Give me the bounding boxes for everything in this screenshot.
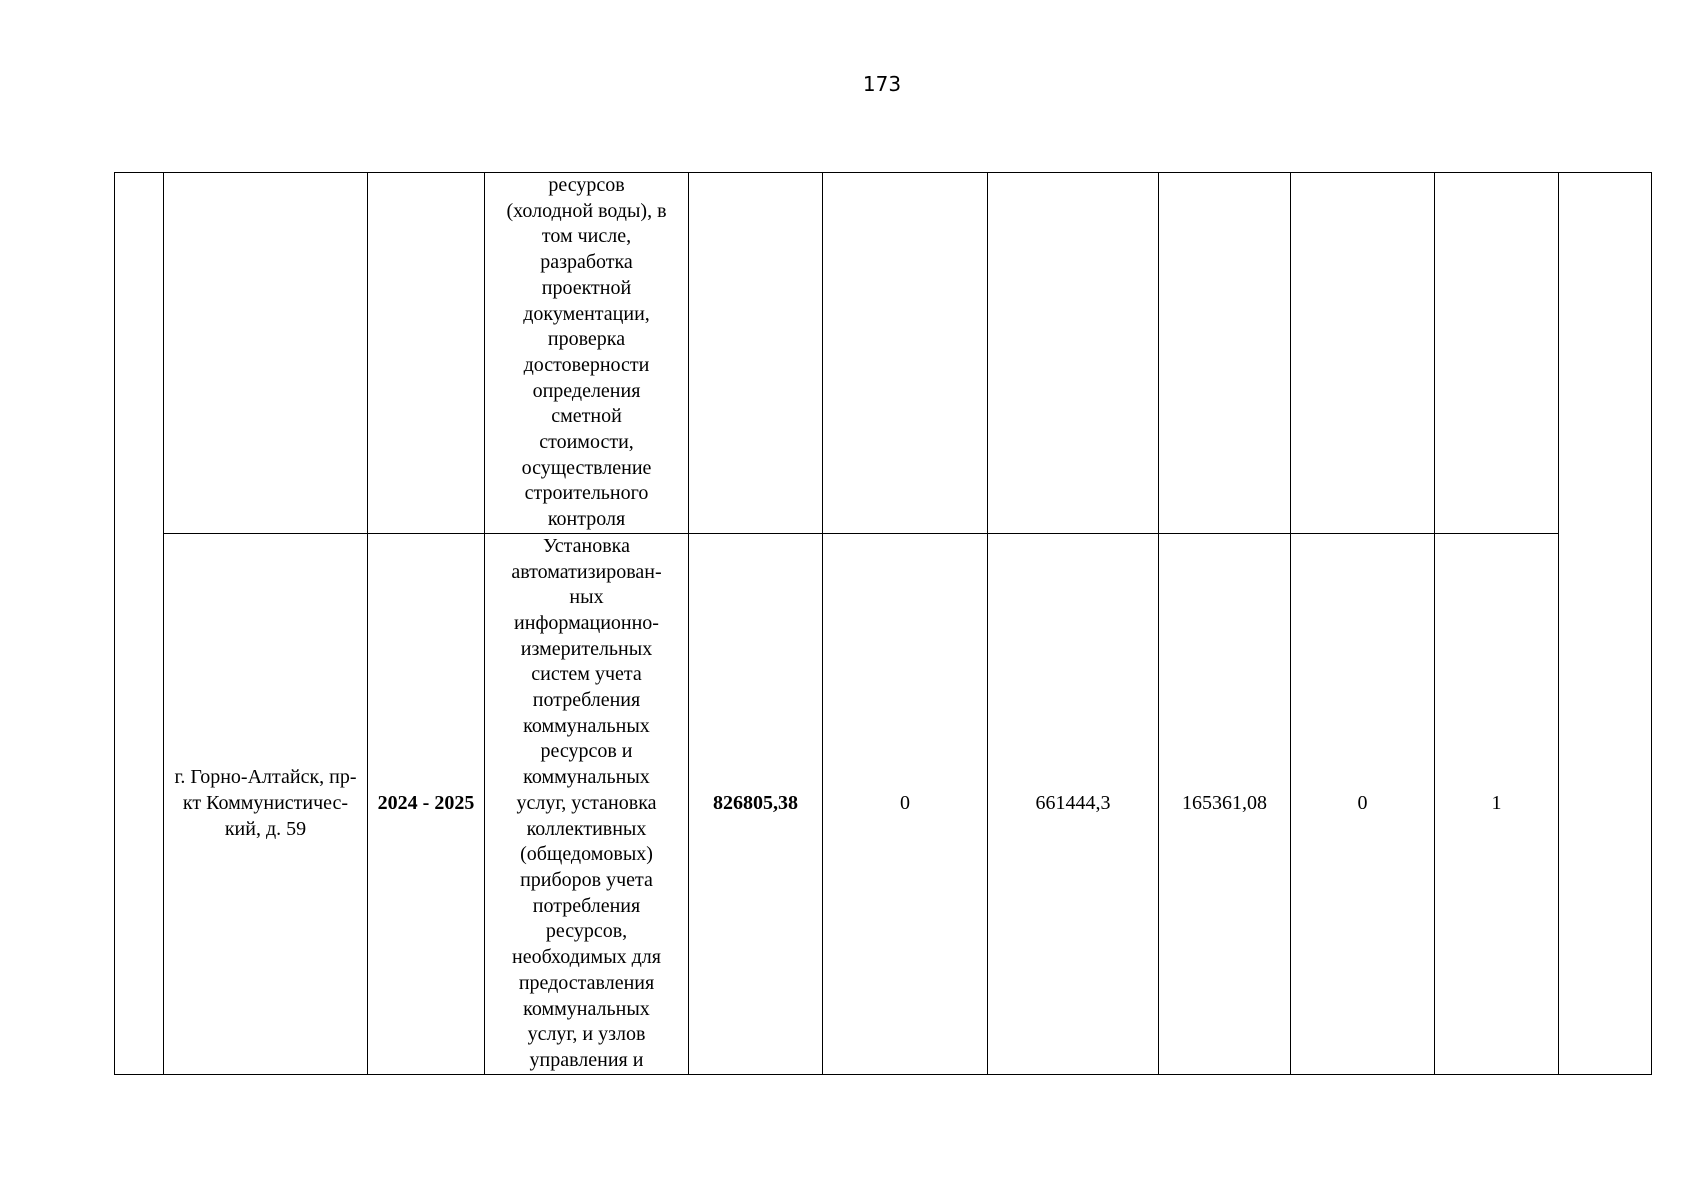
col10-cell	[1435, 533, 1559, 1074]
work-description-cell	[485, 173, 689, 534]
last-column-cell	[1559, 173, 1652, 1075]
total-cost-cell-empty	[689, 173, 823, 534]
row-number-cell	[115, 173, 164, 1075]
col9-cell	[1291, 533, 1435, 1074]
total-cost-cell	[689, 533, 823, 1074]
col6-cell	[823, 533, 988, 1074]
col7-cell-empty	[988, 173, 1159, 534]
address-cell-empty	[164, 173, 368, 534]
period-cell-empty	[368, 173, 485, 534]
table-row-main	[115, 533, 1652, 1074]
period-cell	[368, 533, 485, 1074]
col7-value: 661444,3	[1035, 791, 1111, 814]
col9-cell-empty	[1291, 173, 1435, 534]
col8-value: 165361,08	[1182, 791, 1267, 814]
col6-cell-empty	[823, 173, 988, 534]
col6-value: 0	[900, 791, 910, 814]
total-cost-value: 826805,38	[713, 791, 798, 814]
col9-value: 0	[1357, 791, 1368, 814]
address-cell	[164, 533, 368, 1074]
work-description-text: ресурсов (холодной воды), в том числе, разработка проектной документации, проверка достоверности определения сметной стоимости, осуществление строительного контроля	[506, 174, 667, 531]
work-description-text: Установка автоматизирован- ных информационно- измерительных систем учета потребления коммунальных ресурсов и коммунальных услуг, установка коллективных (общедомовых) приборов учета потребления ресурсов, необходимых для предоставления коммунальных услуг, и узлов управления и	[511, 534, 662, 1071]
period-text: 2024 - 2025	[377, 791, 475, 814]
page-number: 173	[862, 72, 902, 96]
col7-cell	[988, 533, 1159, 1074]
works-table	[114, 172, 1652, 1075]
table-row-continued	[115, 173, 1652, 534]
address-text: г. Горно-Алтайск, пр-кт Коммунистичес-кий, д. 59	[174, 766, 357, 840]
col10-cell-empty	[1435, 173, 1559, 534]
col8-cell-empty	[1159, 173, 1291, 534]
col10-value: 1	[1491, 791, 1502, 814]
col8-cell	[1159, 533, 1291, 1074]
work-description-cell	[485, 533, 689, 1074]
